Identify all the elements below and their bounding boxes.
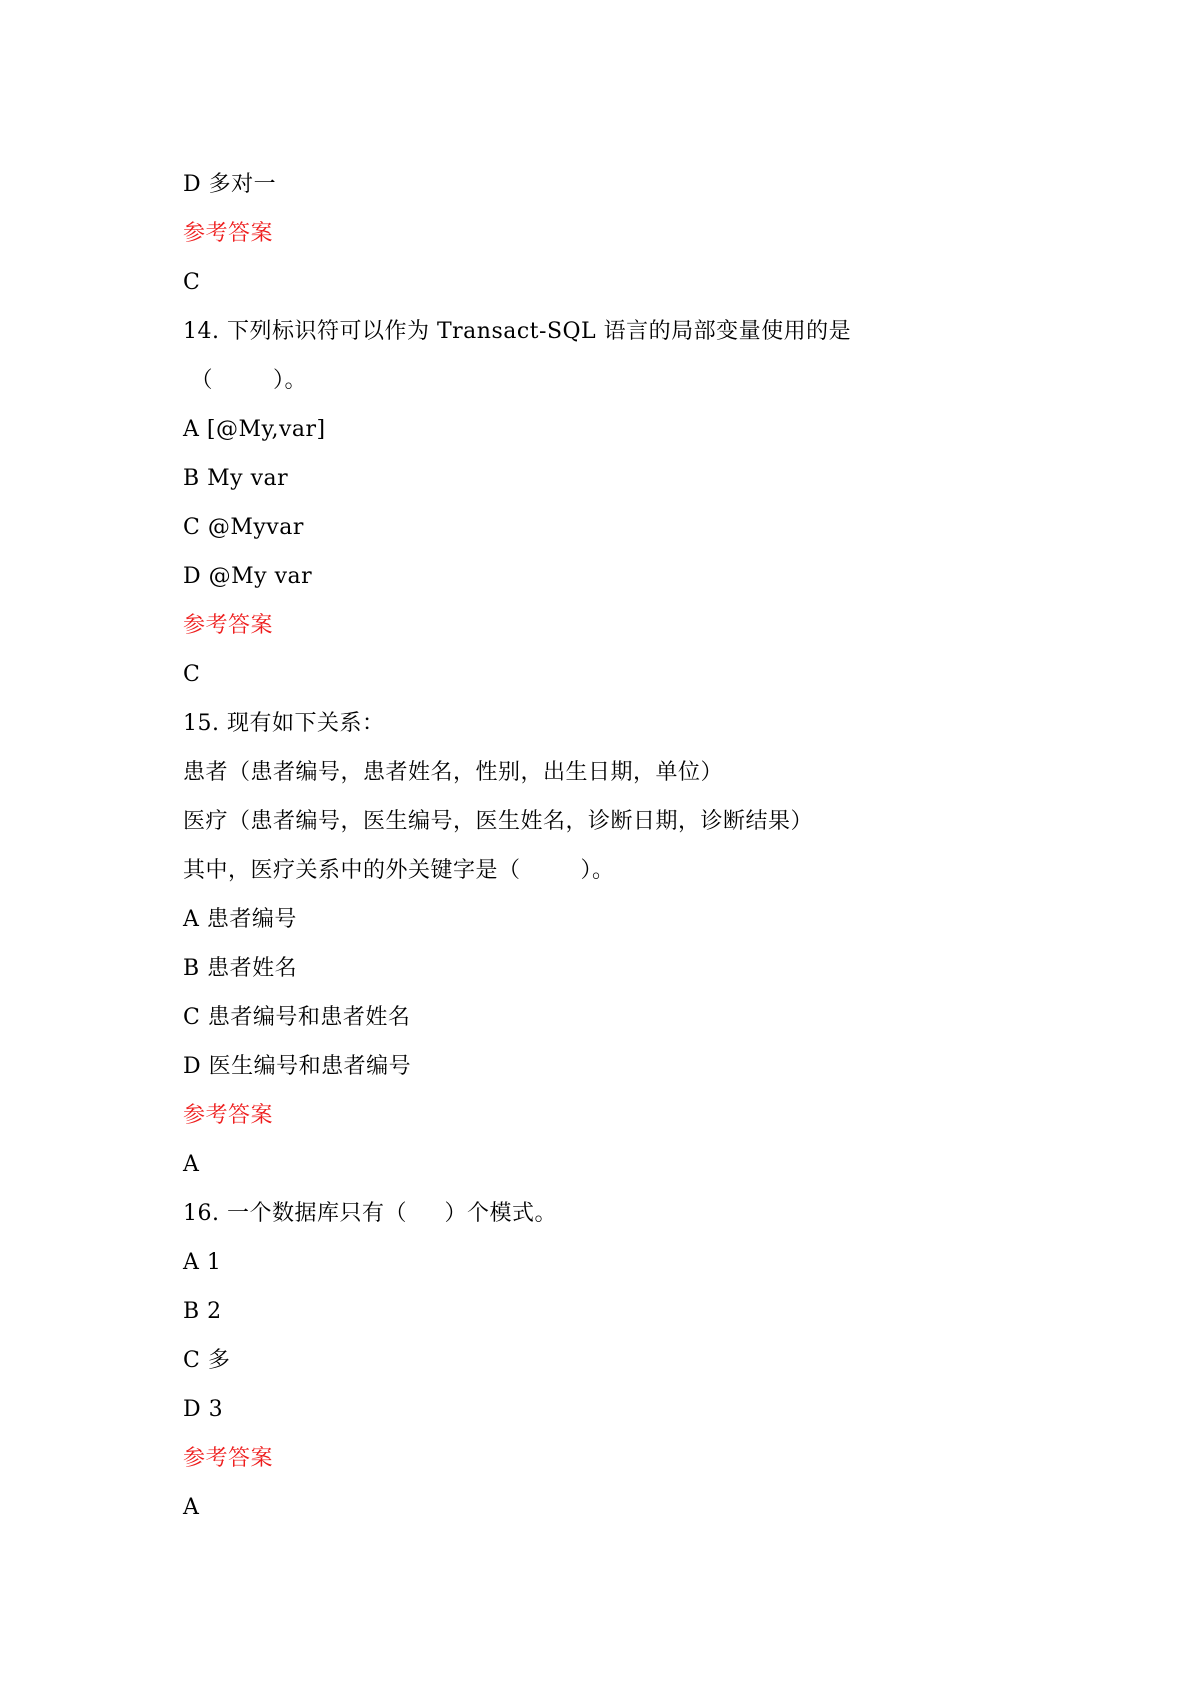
option-line: A 1 bbox=[183, 1250, 222, 1275]
question-text: 16. 一个数据库只有（ ）个模式。 bbox=[183, 1201, 557, 1226]
option-line: A [@My,var] bbox=[183, 417, 326, 442]
option-line: A 患者编号 bbox=[183, 907, 297, 932]
option-line: D 3 bbox=[183, 1397, 224, 1422]
answer-value: C bbox=[183, 662, 201, 687]
question-text: 15. 现有如下关系： bbox=[183, 711, 385, 736]
option-line: C 患者编号和患者姓名 bbox=[183, 1005, 411, 1030]
option-line: D @My var bbox=[183, 564, 313, 589]
question-text-continued: 患者（患者编号，患者姓名，性别，出生日期，单位） bbox=[183, 760, 724, 785]
answer-value: A bbox=[183, 1152, 200, 1177]
option-line: C 多 bbox=[183, 1348, 231, 1373]
answer-label: 参考答案 bbox=[183, 1446, 274, 1471]
question-text: 14. 下列标识符可以作为 Transact-SQL 语言的局部变量使用的是 bbox=[183, 319, 852, 344]
answer-label: 参考答案 bbox=[183, 613, 274, 638]
option-line: B 患者姓名 bbox=[183, 956, 298, 981]
answer-label: 参考答案 bbox=[183, 1103, 274, 1128]
question-text-continued: 其中，医疗关系中的外关键字是（ ）。 bbox=[183, 858, 615, 883]
question-text-continued: 医疗（患者编号，医生编号，医生姓名，诊断日期，诊断结果） bbox=[183, 809, 814, 834]
option-line: B 2 bbox=[183, 1299, 222, 1324]
answer-value: C bbox=[183, 270, 201, 295]
option-line: D 多对一 bbox=[183, 172, 277, 197]
answer-value: A bbox=[183, 1495, 200, 1520]
question-text-continued: （ ）。 bbox=[183, 368, 307, 393]
option-line: C @Myvar bbox=[183, 515, 304, 540]
option-line: D 医生编号和患者编号 bbox=[183, 1054, 412, 1079]
option-line: B My var bbox=[183, 466, 289, 491]
answer-label: 参考答案 bbox=[183, 221, 274, 246]
